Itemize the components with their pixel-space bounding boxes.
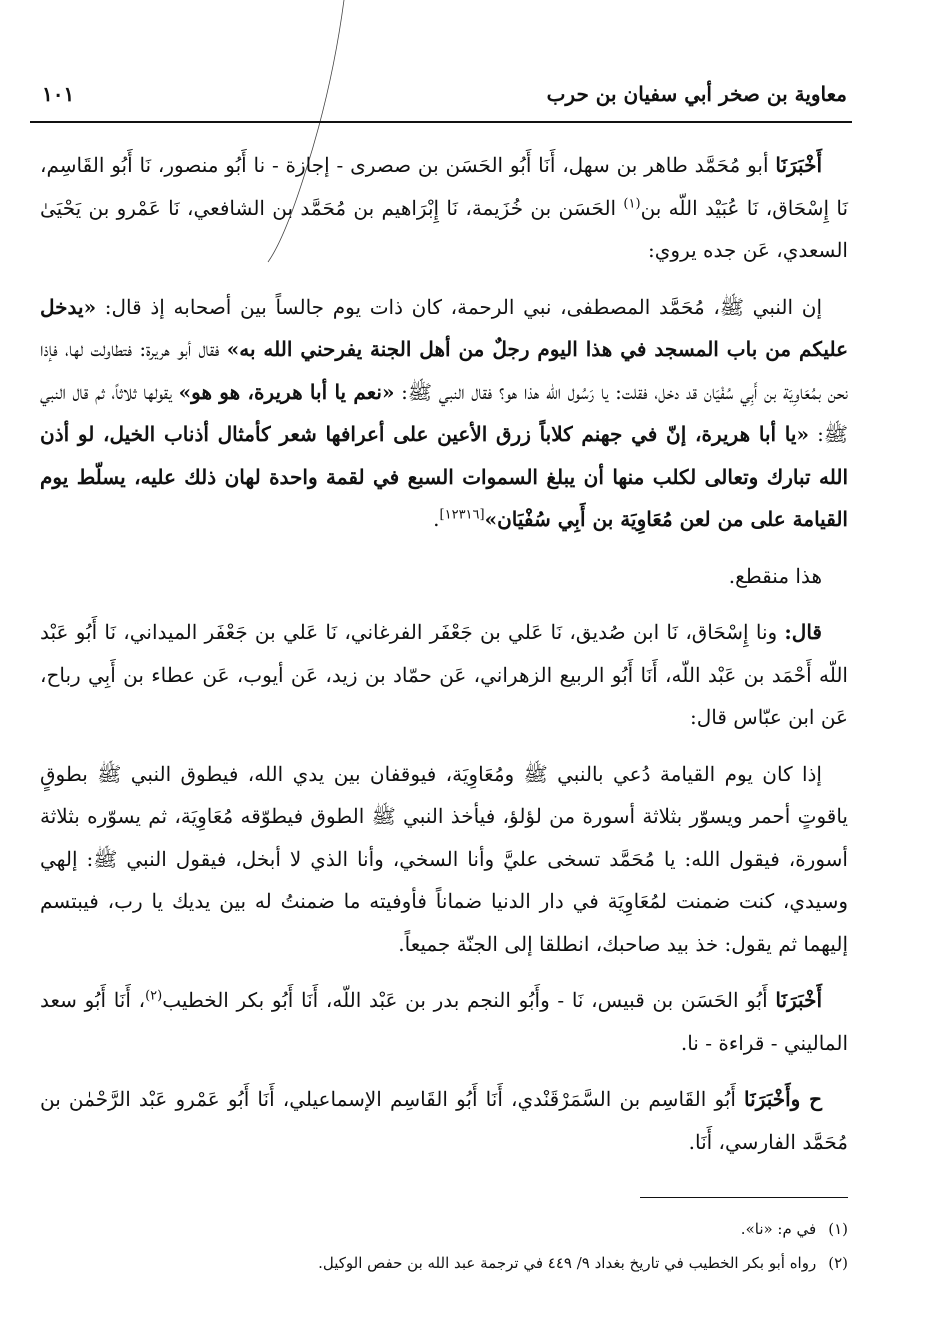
footnote-marker-1: (١) (623, 195, 641, 211)
hadith-quote: «يا أبا هريرة، إنّ في جهنم كلاباً زرق الأعين على أعرافها شعر كأمثال أذناب الخيل، لو أذن الله تبارك وتعالى لكلب منها أن يبلغ السموات السبع في لقمة واحدة لهان ذلك عليه، يسلّط يوم القيامة على من لعن مُعَاوِيَة بن أَبِي سُفْيَان» (40, 422, 848, 531)
header-rule (30, 121, 852, 123)
paragraph-text: يقولها ثلاثاً، ثم قال النبي ﷺ: (40, 379, 848, 446)
paragraph-text: الحَسَن بن خُزَيمة، نَا إِبْرَاهيم بن مُحَمَّد بن الشافعي، نَا عَمْرو بن يَحْيَىٰ السعدي، عَن جده يروي: (40, 195, 848, 262)
footnote-text: في م: «نا». (740, 1220, 817, 1238)
running-title: معاوية بن صخر أبي سفيان بن حرب (546, 82, 847, 106)
paragraph-note: هذا منقطع. (728, 563, 822, 588)
page-header (42, 78, 847, 114)
footnote-rule (640, 1197, 848, 1198)
narration-keyword: أَخْبَرَنَا (775, 153, 822, 177)
paragraph-text: إن النبي ﷺ، مُحَمَّد المصطفى، نبي الرحمة، كان ذات يوم جالساً بين أصحابه إذ قال: (96, 294, 822, 319)
paragraph-text: ونا إِسْحَاق، نَا ابن صُديق، نَا عَلي بن جَعْفَر الفرغاني، نَا عَلي بن جَعْفَر الميداني، نَا أَبُو عَبْد اللّه أَحْمَد بن عَبْد اللّه، أَنَا أَبُو الربيع الزهراني، عَن حمّاد بن زيد، عَن أيوب، عَن عطاء بن أَبِي رباح، عَن ابن عبّاس قال: (40, 620, 848, 729)
narration-keyword: قال: (784, 620, 822, 644)
paragraph-text: أبو مُحَمَّد طاهر بن سهل، أَنَا أَبُو الحَسَن بن صصرى - إجازة - نا أَبُو منصور، نَا أَبُو القَاسِم، نَا إِسْحَاق، نَا عُبَيْد اللّه بن (40, 153, 849, 220)
page-body (40, 144, 848, 1177)
paragraph-text: أَبُو القَاسِم بن السَّمَرْقَنْدي، أَنَا أَبُو القَاسِم الإسماعيلي، أَنَا أَبُو عَمْرو عَبْد الرَّحْمٰن بن مُحَمَّد الفارسي، أَنَا. (40, 1087, 848, 1154)
paragraph-hadith-2: إذا كان يوم القيامة دُعي بالنبي ﷺ ومُعَاوِيَة، فيوقفان بين يدي الله، فيطوق النبي ﷺ بطوقٍ ياقوتٍ أحمر ويسوّر بثلاثة أسورة من لؤلؤ، فيأخذ النبي ﷺ الطوق فيطوّقه مُعَاوِيَة، ثم يسوّره بثلاثة أسورة، فيقول الله: يا مُحَمَّد تسخى عليَّ وأنا السخي، وأنا الذي لا أبخل، فيقول النبي ﷺ: إلهي وسيدي، كنت ضمنت لمُعَاوِيَة في دار الدنيا ضماناً فأوفيته ما ضمنتُ له بين يديك يا رب، فيبتسم إليهما ثم يقول: خذ بيد صاحبك، انطلقا إلى الجنّة جميعاً. (40, 761, 848, 956)
paragraph-text: ، أَنَا أَبُو سعد الماليني - قراءة - نا. (40, 988, 848, 1055)
narration-keyword: ح وأَخْبَرَنَا (744, 1087, 822, 1111)
paragraph-text: . (433, 507, 440, 531)
page-number: ١٠١ (42, 82, 75, 106)
hadith-reference-number: [١٢٣١٦] (439, 507, 485, 523)
paragraph-isnad-3 (40, 979, 848, 1064)
paragraph-isnad-1 (40, 144, 848, 272)
hadith-quote: «يدخل عليكم من باب المسجد في هذا اليوم رجلٌ من أهل الجنة يفرحني الله به» (40, 294, 849, 361)
footnote-number: (٢) (828, 1254, 848, 1272)
paragraph-hadith-1 (40, 286, 848, 541)
narration-keyword: أَخْبَرَنَا (775, 988, 822, 1012)
footnote-text: رواه أبو بكر الخطيب في تاريخ بغداد ٩/ ٤٤٩ في ترجمة عبد الله بن حفص الوكيل. (318, 1254, 817, 1272)
paragraph-isnad-4 (40, 1078, 848, 1163)
paragraph-text: فقال أبو هريرة: فتطاولت لها، فإذا نحن بمُعَاوِيَة بن أَبِي سُفْيَان قد دخل، فقلت: يا رَسُول الله هذا هو؟ فقال النبي ﷺ: (40, 337, 849, 404)
hadith-quote: «نعم يا أبا هريرة، هو هو» (178, 379, 395, 404)
footnotes (40, 1212, 848, 1280)
footnote-marker-2: (٢) (145, 988, 163, 1004)
footnote-number: (١) (828, 1220, 848, 1238)
footnote-2 (40, 1246, 848, 1280)
paragraph-isnad-2 (40, 611, 848, 739)
footnote-1 (40, 1212, 848, 1246)
paragraph-text: أَبُو الحَسَن بن قبيس، نَا - وأَبُو النجم بدر بن عَبْد اللّه، أَنَا أَبُو بكر الخطيب (162, 988, 776, 1012)
